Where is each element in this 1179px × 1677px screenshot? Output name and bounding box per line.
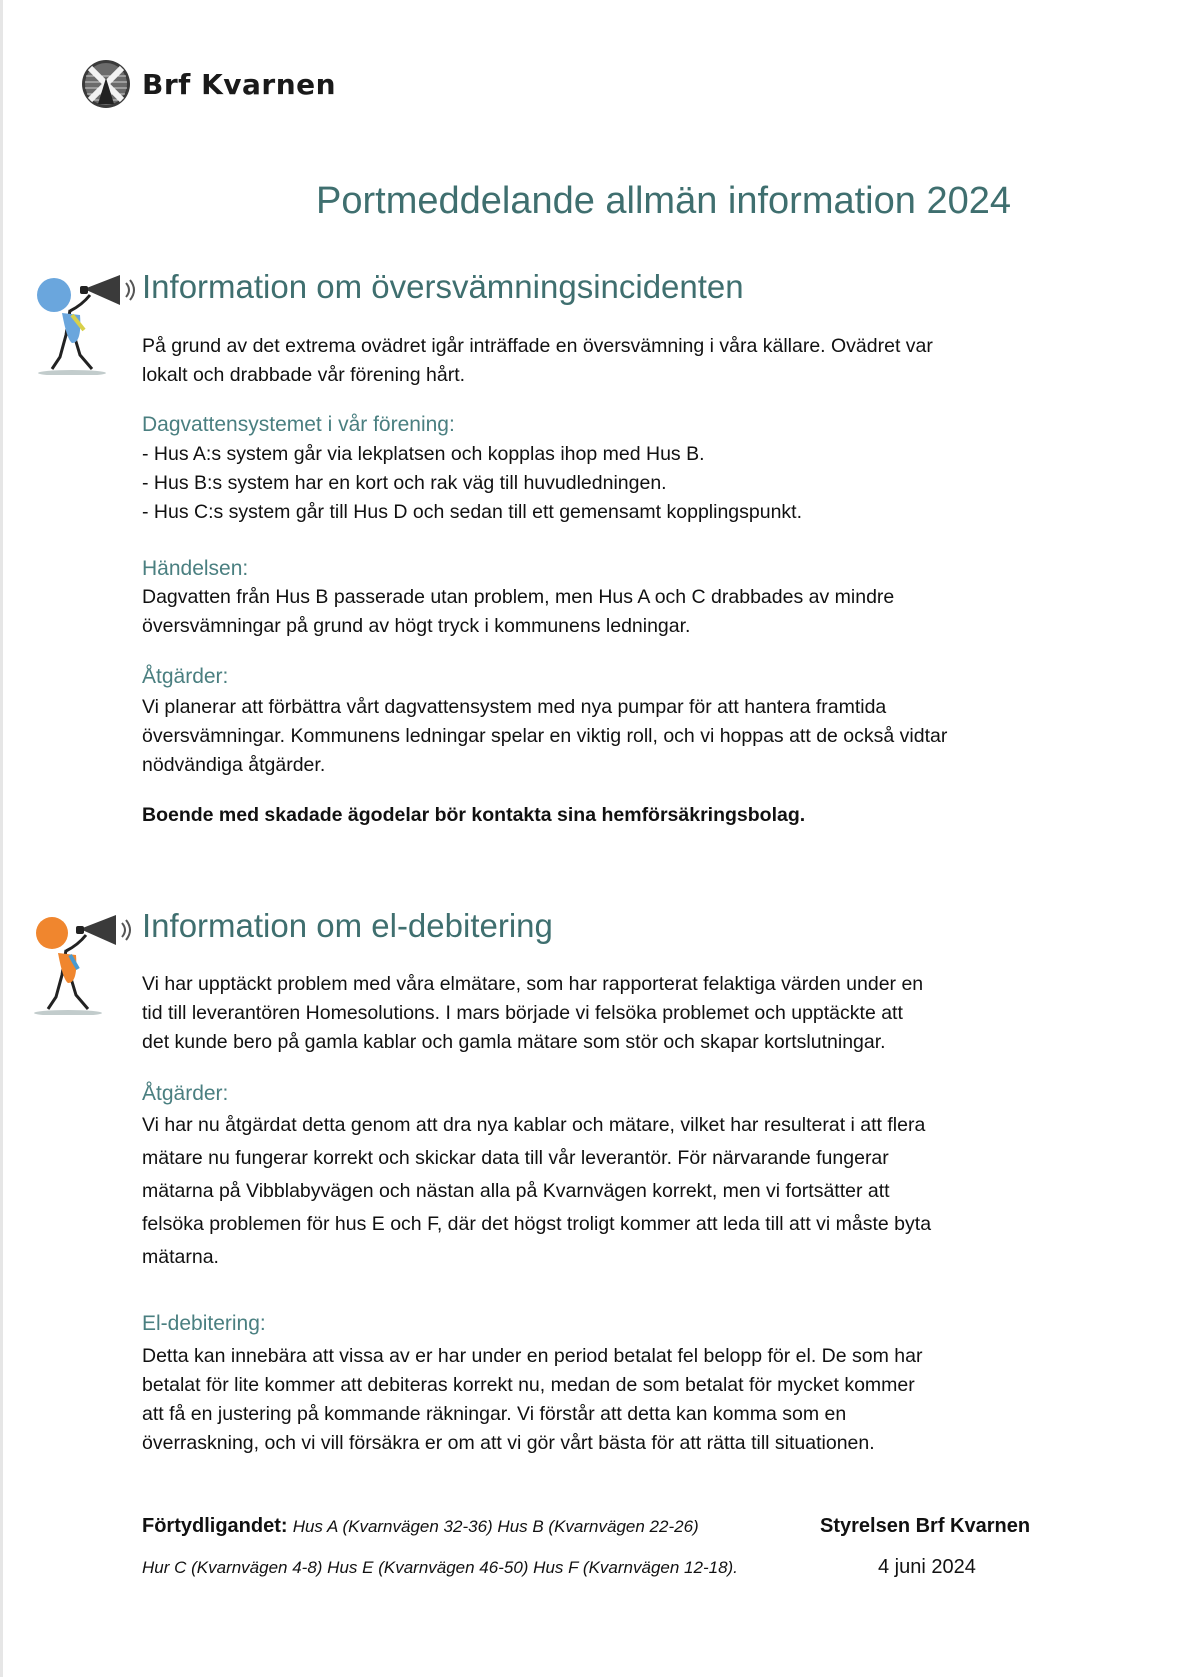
electricity-measures-text: Vi har nu åtgärdat detta genom att dra nya kablar och mätare, vilket har resulterat i att flera mätare nu fungerar korrekt och skickar data till vår leverantör. För närvarande fungerar mätarna på Vibblabyvägen och nästan alla på Kvarnvägen korrekt, men vi fortsätter att felsöka problemen för hus E och F, där det högst troligt kommer att leda till att vi måste byta mätarna. xyxy=(142,1114,932,1268)
insurance-notice: Boende med skadade ägodelar bör kontakta sina hemförsäkringsbolag. xyxy=(142,804,806,826)
page-edge xyxy=(0,0,3,1677)
section-heading-electricity: Information om el-debitering xyxy=(142,907,553,944)
clarification-label: Förtydligandet: xyxy=(142,1515,288,1537)
subheading-el-debitering: El-debitering: xyxy=(142,1312,266,1335)
subheading-measures-electricity: Åtgärder: xyxy=(142,1082,229,1105)
megaphone-person-orange-icon xyxy=(18,905,138,1015)
electricity-intro: Vi har upptäckt problem med våra elmätare, som har rapporterat felaktiga värden under en tid till leverantören Homesolutions. I mars började vi felsöka problemet och upptäckte att det kunde bero på gamla kablar och gamla mätare som stör och skapar kortslutningar. xyxy=(142,973,924,1053)
list-item: - Hus C:s system går till Hus D och sedan till ett gemensamt kopplingspunkt. xyxy=(142,501,803,523)
signature: Styrelsen Brf Kvarnen xyxy=(820,1515,1031,1537)
event-text: Dagvatten från Hus B passerade utan problem, men Hus A och C drabbades av mindre översvämningar på grund av högt tryck i kommunens ledningar. xyxy=(142,586,895,637)
clarification-line2: Hur C (Kvarnvägen 4-8) Hus E (Kvarnvägen 46-50) Hus F (Kvarnvägen 12-18). xyxy=(142,1558,738,1577)
windmill-logo-icon xyxy=(80,58,132,110)
page-title: Portmeddelande allmän information 2024 xyxy=(316,180,1011,222)
subheading-drainage-system: Dagvattensystemet i vår förening: xyxy=(142,413,455,436)
list-item: - Hus A:s system går via lekplatsen och kopplas ihop med Hus B. xyxy=(142,443,705,465)
date: 4 juni 2024 xyxy=(878,1556,976,1578)
subheading-event: Händelsen: xyxy=(142,557,249,580)
el-debitering-text: Detta kan innebära att vissa av er har under en period betalat fel belopp för el. De som har betalat för lite kommer att debiteras korrekt nu, medan de som betalat för mycket kommer att få en justering på kommande räkningar. Vi förstår att detta kan komma som en överraskning, och vi vill försäkra er om att vi gör vårt bästa för att rätta till situationen. xyxy=(142,1345,923,1454)
section-heading-flood: Information om översvämningsincidenten xyxy=(142,268,744,305)
megaphone-person-blue-icon xyxy=(22,265,142,375)
subheading-measures: Åtgärder: xyxy=(142,665,229,688)
clarification xyxy=(142,1515,699,1538)
list-item: - Hus B:s system har en kort och rak väg till huvudledningen. xyxy=(142,472,667,494)
drainage-system-list xyxy=(142,440,1042,527)
logo-text: Brf Kvarnen xyxy=(142,67,337,101)
clarification-line1: Hus A (Kvarnvägen 32-36) Hus B (Kvarnvägen 22-26) xyxy=(292,1517,699,1536)
measures-text: Vi planerar att förbättra vårt dagvattensystem med nya pumpar för att hantera framtida översvämningar. Kommunens ledningar spelar en viktig roll, och vi hoppas att de också vidtar nödvändiga åtgärder. xyxy=(142,696,948,776)
logo xyxy=(80,58,336,110)
flood-intro: På grund av det extrema ovädret igår inträffade en översvämning i våra källare. Ovädret var lokalt och drabbade vår förening hårt. xyxy=(142,335,933,386)
